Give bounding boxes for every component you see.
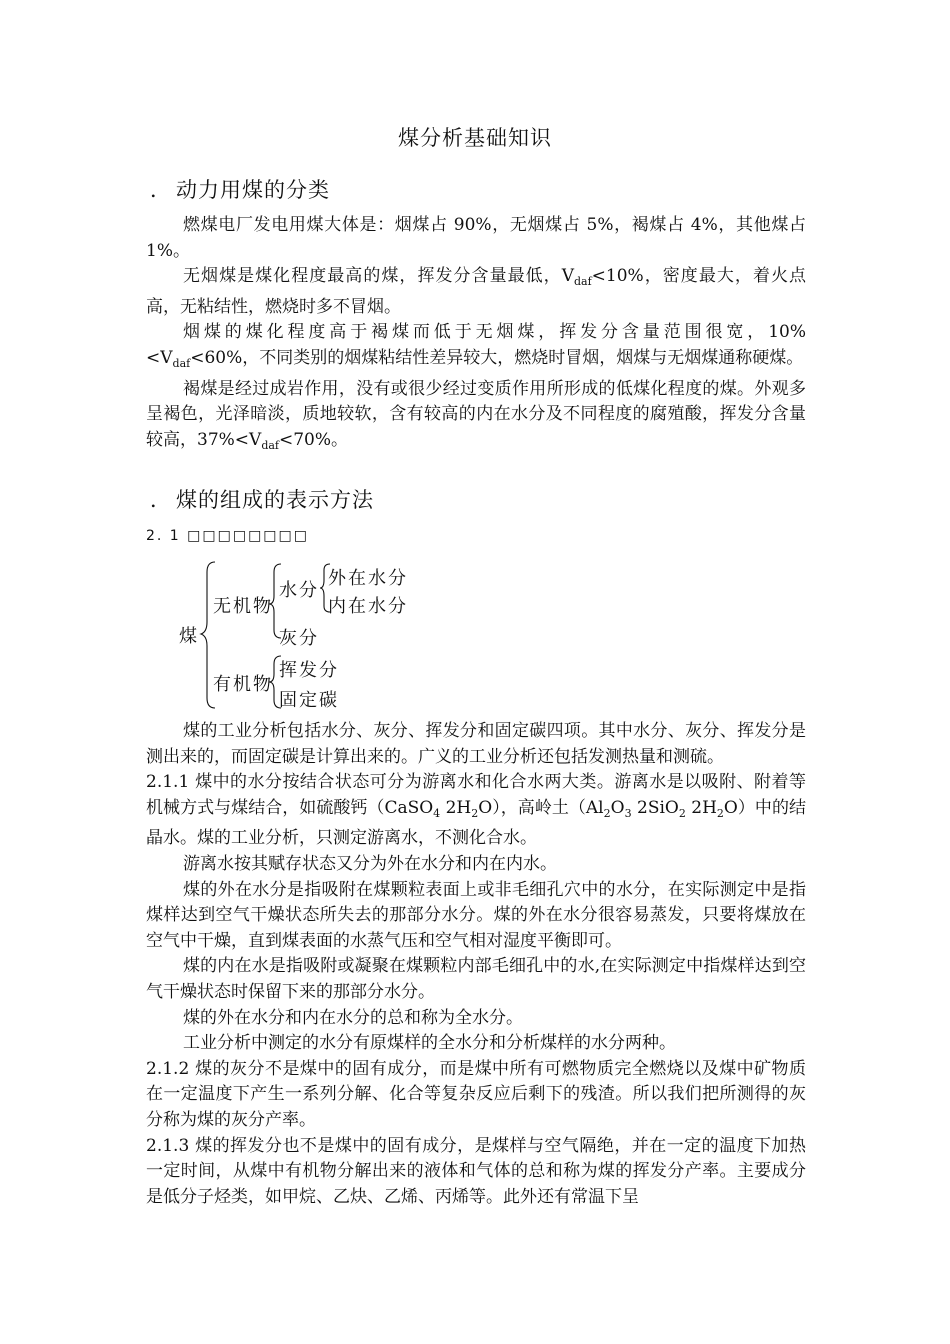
paragraph: 无烟煤是煤化程度最高的煤，挥发分含量最低，$V_{daf}<10\%$，密度最大，着火点高，无粘结性，燃烧时多不冒烟。 — [146, 266, 807, 317]
section-1-body — [146, 213, 806, 458]
paragraph: 煤的内在水是指吸附或凝聚在煤颗粒内部毛细孔中的水,在实际测定中指煤样达到空气干燥状态时保留下来的那部分水分。 — [146, 956, 806, 1002]
tree-internal-water: 内在水分 — [328, 596, 408, 617]
paragraph-2-1-1: 2.1.1 煤中的水分按结合状态可分为游离水和化合水两大类。游离水是以吸附、附着等机械方式与煤结合，如硫酸钙（CaSO$_4$ $2H_2O$），高岭土（$Al_2O_3$ 2SiO$_2$ $2H_2O$）中的结晶水。煤的工业分析，只测定游离水，不测化合水。 — [146, 772, 806, 849]
paragraph: 煤的外在水分是指吸附在煤颗粒表面上或非毛细孔穴中的水分，在实际测定中是指煤样达到空气干燥状态所失去的那部分水分。煤的外在水分很容易蒸发，只要将煤放在空气中干燥，直到煤表面的水蒸气压和空气相对湿度平衡即可。 — [146, 879, 806, 951]
paragraph-2-1-3: 2.1.3 煤的挥发分也不是煤中的固有成分，是煤样与空气隔绝，并在一定的温度下加热一定时间，从煤中有机物分解出来的液体和气体的总和称为煤的挥发分产率。主要成分是低分子烃类，如甲烷、乙炔、乙烯、丙烯等。此外还有常温下呈 — [146, 1135, 806, 1207]
tree-water: 水分 — [279, 580, 319, 601]
tree-ash: 灰分 — [279, 628, 319, 649]
paragraph: 煤的外在水分和内在水分的总和称为全水分。 — [183, 1007, 523, 1028]
section-2-body — [146, 719, 806, 1210]
tree-inorganic: 无机物 — [213, 596, 273, 617]
section-heading-1-text: 动力用煤的分类 — [176, 178, 330, 202]
page-title: 煤分析基础知识 — [398, 126, 552, 150]
paragraph-2-1-2: 2.1.2 煤的灰分不是煤中的固有成分，而是煤中所有可燃物质完全燃烧以及煤中矿物质在一定温度下产生一系列分解、化合等复杂反应后剩下的残渣。所以我们把所测得的灰分称为煤的灰分产率。 — [146, 1058, 806, 1130]
section-heading-2-text: 煤的组成的表示方法 — [176, 488, 374, 512]
tree-volatile: 挥发分 — [279, 660, 339, 681]
tree-external-water: 外在水分 — [328, 568, 408, 589]
tree-organic: 有机物 — [213, 674, 273, 695]
paragraph: 游离水按其赋存状态又分为外在水分和内在内水。 — [183, 853, 557, 874]
section-heading-2: ． 煤的组成的表示方法 — [150, 488, 374, 512]
paragraph: 工业分析中测定的水分有原煤样的全水分和分析煤样的水分两种。 — [183, 1033, 676, 1054]
paragraph: 煤的工业分析包括水分、灰分、挥发分和固定碳四项。其中水分、灰分、挥发分是测出来的，而固定碳是计算出来的。广义的工业分析还包括发测热量和测硫。 — [146, 721, 806, 767]
paragraph: 燃煤电厂发电用煤大体是：烟煤占 90%，无烟煤占 5%，褐煤占 4%，其他煤占 1%。 — [146, 215, 806, 261]
paragraph: 褐煤是经过成岩作用，没有或很少经过变质作用所形成的低煤化程度的煤。外观多呈褐色，光泽暗淡，质地较软，含有较高的内在水分及不同程度的腐殖酸，挥发分含量较高，$37\%<V_{daf}<70\%$。 — [146, 378, 806, 452]
tree-root-coal: 煤 — [179, 626, 199, 647]
tree-fixed-carbon: 固定碳 — [279, 690, 339, 711]
paragraph: 烟煤的煤化程度高于褐煤而低于无烟煤，挥发分含量范围很宽，$10\%<V_{daf}<60\%$，不同类别的烟煤粘结性差异较大，燃烧时冒烟，烟煤与无烟煤通称硬煤。 — [146, 322, 806, 370]
subsection-heading: 2. 1 □□□□□□□□ — [146, 528, 309, 544]
coal-composition-tree — [175, 560, 475, 720]
section-heading-1: ． 动力用煤的分类 — [150, 178, 330, 202]
